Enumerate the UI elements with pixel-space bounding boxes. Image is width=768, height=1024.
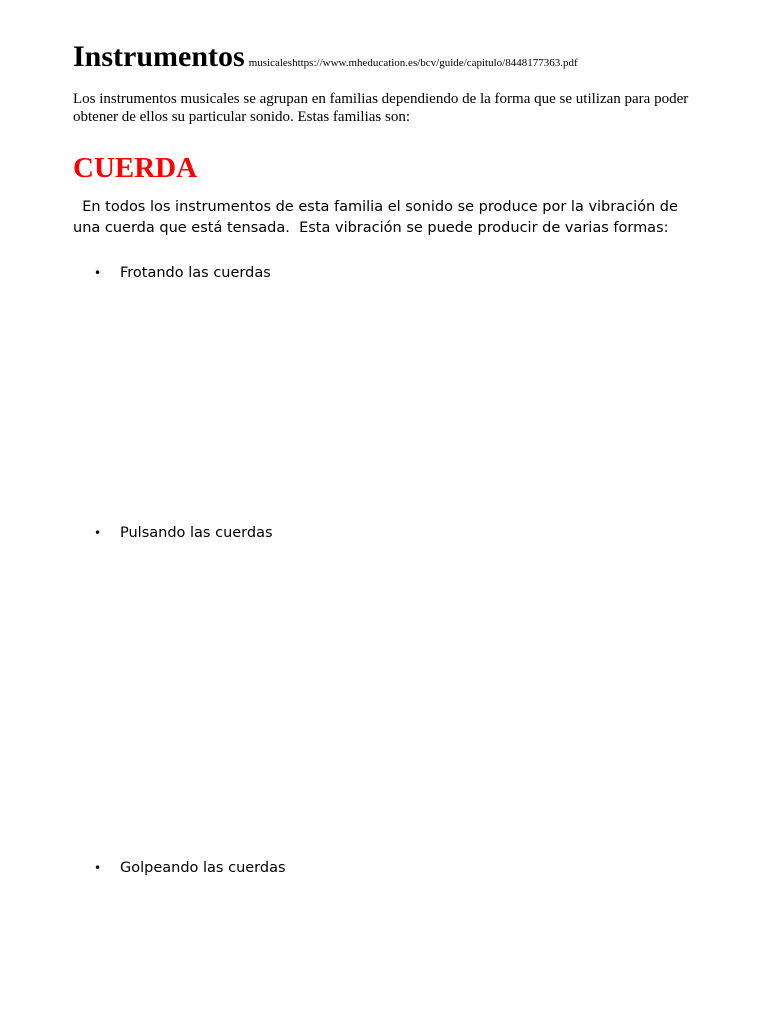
- section-body-paragraph: En todos los instrumentos de esta familia el sonido se produce por la vibración de una cuerda que está tensada. Esta vibración se puede producir de varias formas:: [73, 199, 683, 236]
- list-item-label: Pulsando las cuerdas: [120, 525, 273, 541]
- title-text: Instrumentos: [73, 40, 245, 73]
- list-item: [94, 263, 271, 283]
- intro-paragraph: Los instrumentos musicales se agrupan en familias dependiendo de la forma que se utilizan para poder obtener de ellos su particular sonido. Estas familias son:: [73, 91, 689, 125]
- page-title: [73, 40, 578, 74]
- list-item-label: Frotando las cuerdas: [120, 265, 271, 281]
- bullet-icon: •: [94, 266, 102, 280]
- bullet-icon: •: [94, 861, 102, 875]
- list-item-label: Golpeando las cuerdas: [120, 860, 286, 876]
- title-source-link-text: musicaleshttps://www.mheducation.es/bcv/guide/capitulo/8448177363.pdf: [248, 57, 578, 69]
- list-item: [94, 523, 273, 543]
- bullet-icon: •: [94, 526, 102, 540]
- list-item: [94, 858, 286, 878]
- section-heading-cuerda: CUERDA: [73, 152, 198, 184]
